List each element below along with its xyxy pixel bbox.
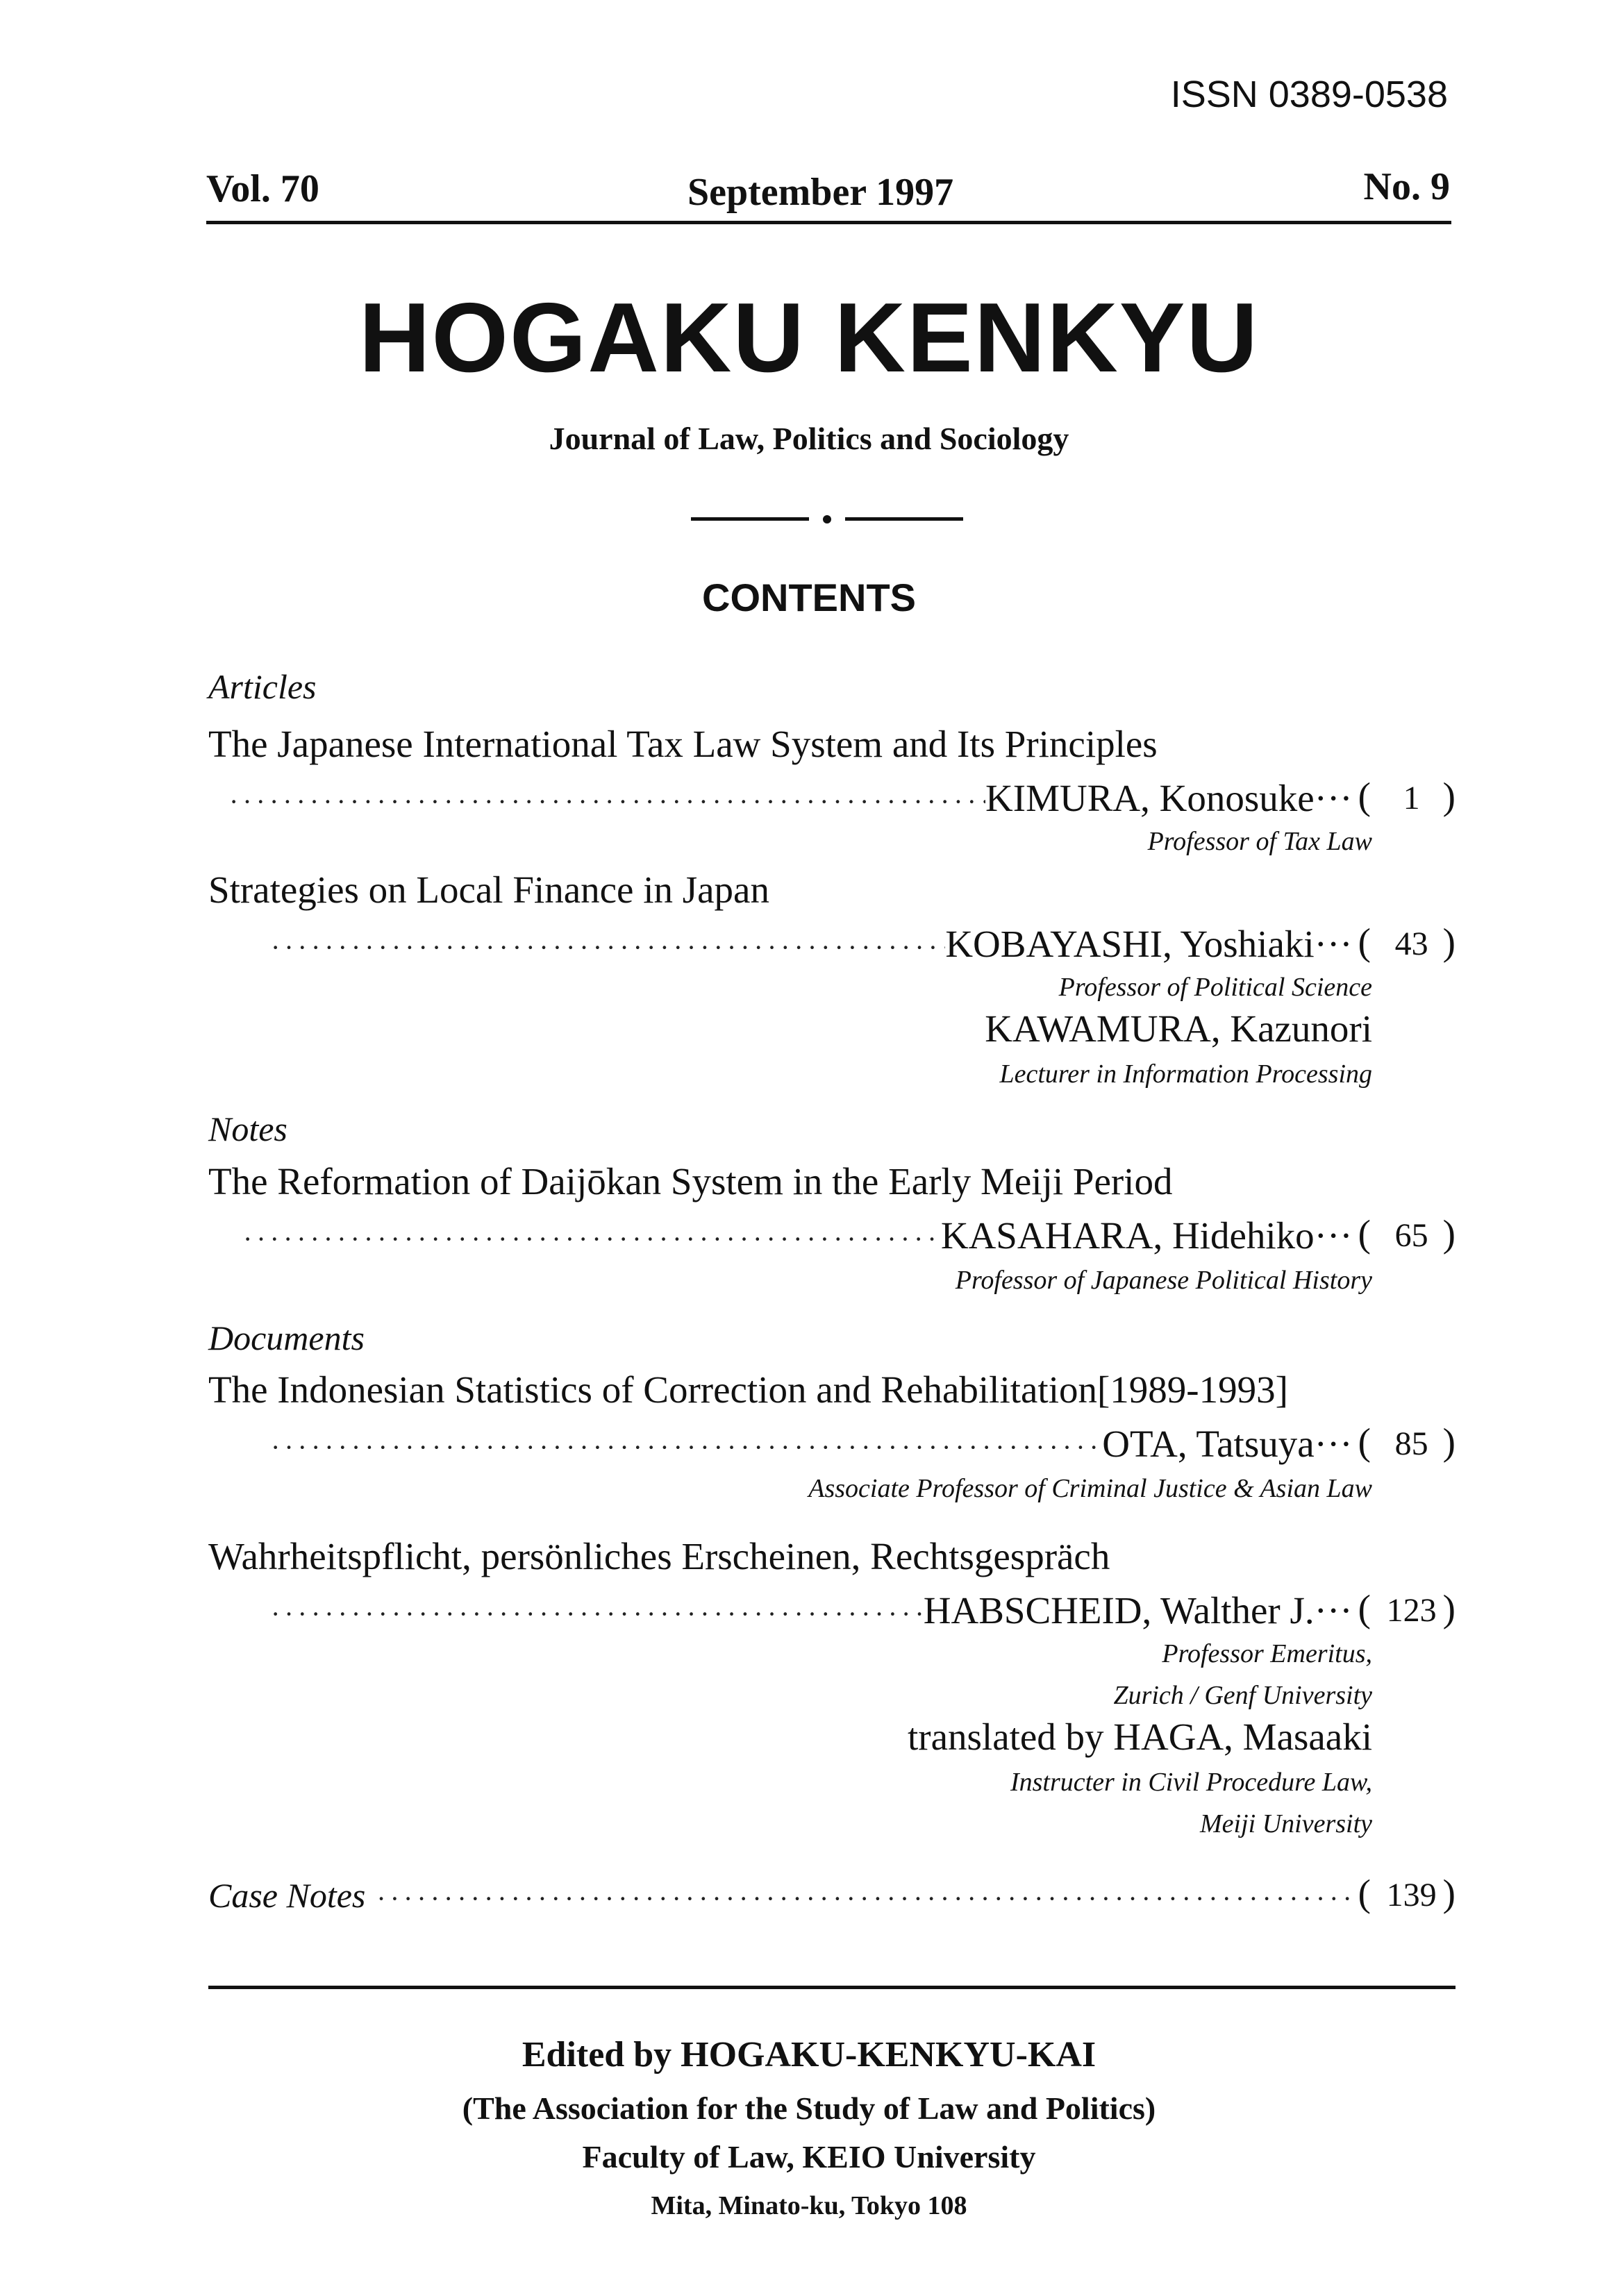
footer-address: Mita, Minato-ku, Tokyo 108: [651, 2191, 967, 2220]
entry-title-kobayashi: Strategies on Local Finance in Japan: [208, 869, 769, 911]
author-kimura: KIMURA, Konosuke···: [985, 777, 1353, 819]
affiliation-kimura: Professor of Tax Law: [1147, 827, 1372, 856]
dot-leader: [271, 927, 945, 969]
toc-line-case-notes[interactable]: [208, 1871, 1456, 1920]
footer-faculty: Faculty of Law, KEIO University: [582, 2139, 1036, 2175]
translator-haga: translated by HAGA, Masaaki: [908, 1716, 1372, 1758]
entry-title-kimura: The Japanese International Tax Law System and Its Principles: [208, 723, 1158, 765]
journal-subtitle: Journal of Law, Politics and Sociology: [549, 421, 1069, 456]
page-number-kasahara: 65: [1394, 1217, 1428, 1254]
page-ref-habscheid: ( 123 ): [1358, 1584, 1456, 1635]
page-ref-kimura: ( 1 ): [1358, 772, 1456, 823]
affiliation-ota: Associate Professor of Criminal Justice & Asian Law: [808, 1474, 1372, 1503]
dot-leader: [243, 1218, 941, 1260]
dot-leader: [271, 1593, 924, 1635]
author-kobayashi: KOBAYASHI, Yoshiaki···: [945, 923, 1353, 965]
editor-name: HOGAKU-KENKYU-KAI: [681, 2035, 1096, 2075]
page-number-habscheid: 123: [1386, 1592, 1437, 1629]
section-documents: Documents: [208, 1318, 365, 1357]
page-number-case-notes: 139: [1386, 1877, 1437, 1913]
journal-title: HOGAKU KENKYU: [358, 283, 1260, 393]
ornament-rule-right: [845, 517, 963, 521]
entry-title-habscheid: Wahrheitspflicht, persönliches Erscheinen, Rechtsgespräch: [208, 1535, 1110, 1577]
edited-by-label: Edited by: [522, 2035, 672, 2075]
contents-heading: CONTENTS: [702, 576, 916, 619]
dot-leader: [376, 1878, 1352, 1920]
page-ref-ota: ( 85 ): [1358, 1418, 1456, 1468]
ornament-divider: [691, 512, 969, 526]
dot-leader: [229, 781, 985, 823]
author-habscheid: HABSCHEID, Walther J.···: [923, 1589, 1353, 1632]
volume-number: Vol. 70: [206, 167, 319, 210]
coauthor-kawamura: KAWAMURA, Kazunori: [985, 1007, 1372, 1050]
translator-affiliation-1: Instructer in Civil Procedure Law,: [1010, 1768, 1372, 1797]
affiliation-kobayashi: Professor of Political Science: [1058, 973, 1372, 1002]
page-ref-kasahara: ( 65 ): [1358, 1209, 1456, 1260]
author-kasahara: KASAHARA, Hidehiko···: [940, 1214, 1353, 1257]
page-ref-kobayashi: ( 43 ): [1358, 918, 1456, 969]
footer-edited-by: [0, 2034, 1618, 2075]
toc-line-kobayashi[interactable]: [271, 920, 1456, 969]
ornament-rule-left: [691, 517, 809, 521]
affiliation-kawamura: Lecturer in Information Processing: [999, 1059, 1372, 1089]
page-ref-case-notes: ( 139 ): [1358, 1869, 1456, 1920]
page-number-ota: 85: [1394, 1425, 1428, 1462]
affiliation-habscheid-1: Professor Emeritus,: [1162, 1639, 1372, 1668]
footer-association: (The Association for the Study of Law and Politics): [462, 2090, 1156, 2126]
dot-leader: [271, 1427, 1102, 1468]
entry-title-ota: The Indonesian Statistics of Correction and Rehabilitation[1989-1993]: [208, 1368, 1288, 1411]
affiliation-habscheid-2: Zurich / Genf University: [1113, 1681, 1372, 1710]
toc-line-habscheid[interactable]: [271, 1586, 1456, 1635]
ornament-dot: [823, 515, 831, 523]
issn: ISSN 0389-0538: [1170, 74, 1448, 115]
page-number-kimura: 1: [1403, 780, 1420, 816]
toc-line-ota[interactable]: [271, 1420, 1456, 1468]
footer-rule: [208, 1986, 1456, 1989]
author-ota: OTA, Tatsuya···: [1102, 1423, 1353, 1465]
entry-title-kasahara: The Reformation of Daijōkan System in the Early Meiji Period: [208, 1160, 1173, 1203]
toc-line-kimura[interactable]: [229, 774, 1456, 823]
issue-date: September 1997: [687, 171, 954, 214]
section-notes: Notes: [208, 1109, 287, 1148]
issue-number: No. 9: [1363, 165, 1450, 208]
header-rule: [206, 221, 1451, 224]
translator-affiliation-2: Meiji University: [1200, 1809, 1372, 1838]
page-number-kobayashi: 43: [1394, 925, 1428, 962]
affiliation-kasahara: Professor of Japanese Political History: [955, 1266, 1372, 1295]
section-articles: Articles: [208, 667, 317, 706]
toc-line-kasahara[interactable]: [243, 1212, 1456, 1260]
section-case-notes: Case Notes: [208, 1876, 366, 1915]
